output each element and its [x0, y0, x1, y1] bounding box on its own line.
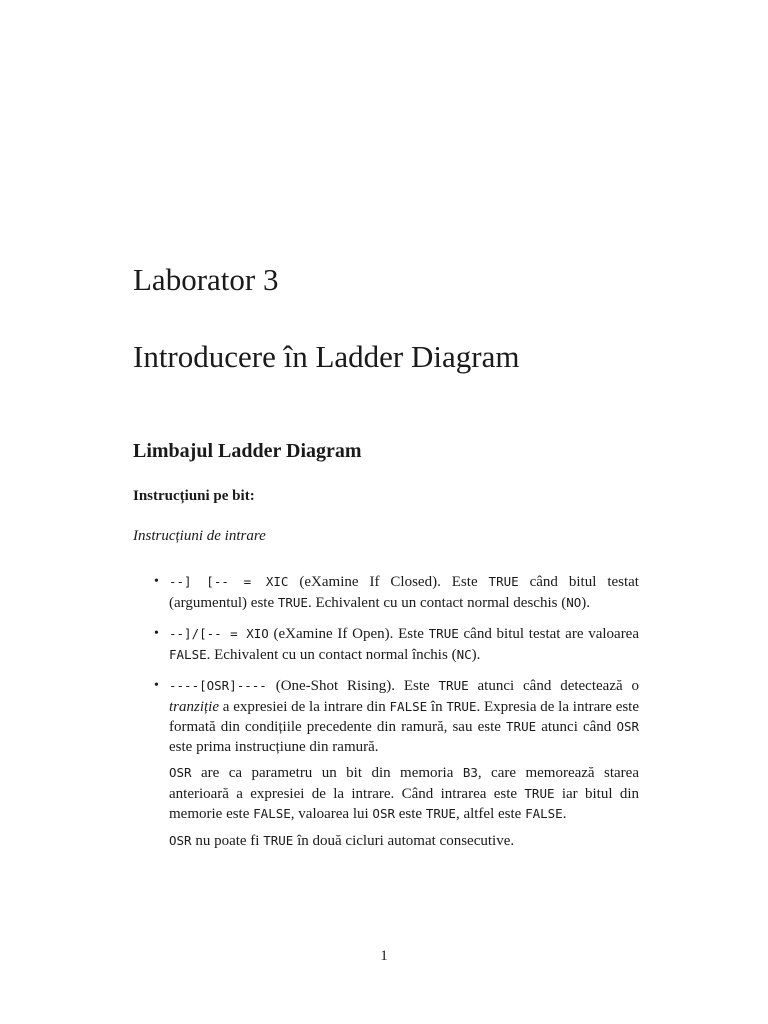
- item-text: a expresiei de la intrare din: [219, 698, 390, 715]
- item-text: are ca parametru un bit din memoria: [191, 765, 463, 781]
- item-text: în: [427, 698, 447, 715]
- keyword-osr: OSR: [169, 765, 192, 780]
- item-text: .: [562, 806, 567, 822]
- osr-paragraph-1: [169, 676, 639, 757]
- code-xic: --] [-- = XIC: [169, 574, 289, 589]
- keyword-osr: OSR: [372, 806, 395, 821]
- item-text: . Expresia de la intrare este formată din condițiile precedente din ramură, sau este: [169, 698, 640, 735]
- chapter-label: Laborator 3: [133, 262, 279, 297]
- item-text: (eXamine If Closed). Este: [288, 574, 489, 590]
- keyword-osr: OSR: [616, 719, 640, 734]
- osr-paragraph-2: [169, 763, 639, 825]
- emphasis-tranzitie: tranziție: [169, 698, 220, 715]
- item-text: . Echivalent cu un contact normal închis (: [206, 646, 457, 663]
- keyword-osr: OSR: [169, 832, 192, 848]
- list-item-xio: [133, 624, 639, 665]
- instruction-list: [133, 572, 639, 862]
- abbr-no: NO: [566, 594, 582, 610]
- item-text: (eXamine If Open). Este: [268, 626, 429, 642]
- list-item-xic: [133, 572, 639, 613]
- item-text: nu poate fi: [191, 832, 264, 849]
- keyword-false: FALSE: [389, 698, 428, 714]
- item-text: ).: [471, 646, 481, 663]
- keyword-true: TRUE: [428, 626, 459, 641]
- bullet-icon: •: [154, 678, 159, 693]
- chapter-title: Introducere în Ladder Diagram: [133, 339, 520, 374]
- code-osr: ----[OSR]----: [169, 678, 267, 693]
- keyword-false: FALSE: [169, 646, 207, 662]
- item-text: ).: [581, 594, 591, 611]
- item-text: în două cicluri automat consecutive.: [293, 832, 515, 849]
- item-text: , valoarea lui: [290, 806, 373, 822]
- page-number: 1: [380, 948, 388, 964]
- item-text: atunci când detectează o: [468, 678, 639, 694]
- section-title: Limbajul Ladder Diagram: [133, 440, 362, 462]
- item-text: , altfel este: [455, 806, 526, 822]
- item-text: (One-Shot Rising). Este: [266, 678, 439, 694]
- subsection-title: Instrucțiuni pe bit:: [133, 488, 255, 504]
- keyword-b3: B3: [462, 765, 478, 780]
- keyword-true: TRUE: [277, 594, 308, 610]
- osr-paragraph-3: [169, 831, 639, 852]
- keyword-true: TRUE: [488, 574, 519, 589]
- item-text: iar bitul din memorie este: [169, 785, 639, 822]
- item-text: este: [395, 806, 426, 822]
- keyword-true: TRUE: [263, 832, 294, 848]
- item-text: când bitul testat are valoarea: [458, 626, 640, 642]
- keyword-false: FALSE: [525, 806, 563, 821]
- bullet-icon: •: [154, 574, 159, 589]
- keyword-true: TRUE: [524, 785, 555, 801]
- keyword-false: FALSE: [253, 806, 291, 821]
- item-text: , care memorează starea anterioară a expresiei de la intrare. Când intrarea este: [169, 765, 639, 802]
- item-text: atunci când: [536, 719, 617, 735]
- keyword-true: TRUE: [438, 678, 469, 693]
- item-text: . Echivalent cu un contact normal deschis (: [307, 594, 567, 611]
- item-text: când bitul testat (argumentul) este: [169, 574, 639, 611]
- list-item-osr: [133, 676, 639, 851]
- paragraph-heading: Instrucțiuni de intrare: [133, 528, 266, 544]
- keyword-true: TRUE: [506, 719, 537, 734]
- abbr-nc: NC: [456, 646, 472, 662]
- code-xio: --]/[-- = XIO: [169, 626, 269, 641]
- item-text: este prima instrucțiune din ramură.: [169, 738, 379, 755]
- keyword-true: TRUE: [446, 698, 477, 714]
- keyword-true: TRUE: [425, 806, 456, 821]
- bullet-icon: •: [154, 626, 159, 641]
